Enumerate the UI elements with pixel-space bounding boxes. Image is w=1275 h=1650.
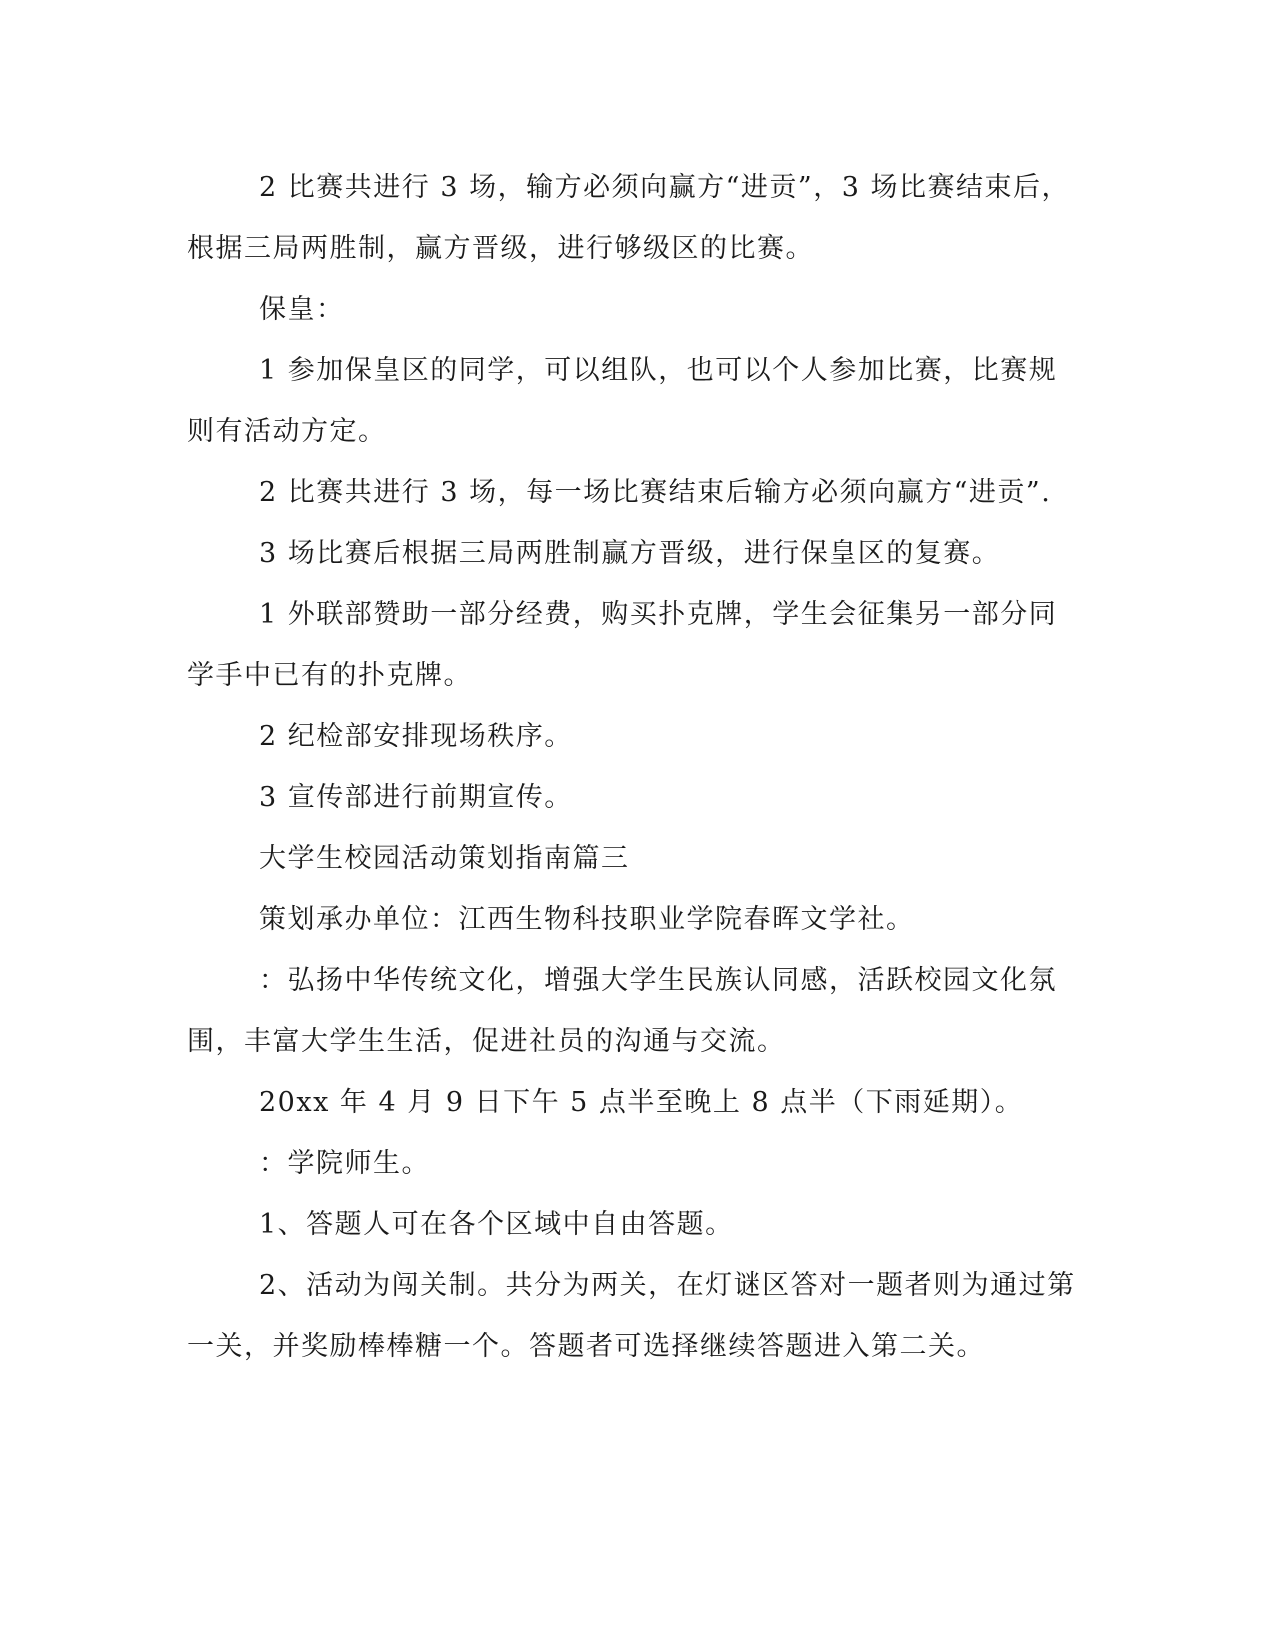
paragraph-rule-2: 2、活动为闯关制。共分为两关，在灯谜区答对一题者则为通过第一关，并奖励棒棒糖一个。答题者可选择继续答题进入第二关。 <box>187 1270 1076 1362</box>
paragraph-baohuang-rule-1: 1 参加保皇区的同学，可以组队，也可以个人参加比赛，比赛规则有活动方定。 <box>187 355 1058 447</box>
paragraph-duty-funding: 1 外联部赞助一部分经费，购买扑克牌，学生会征集另一部分同学手中已有的扑克牌。 <box>187 599 1058 691</box>
paragraph-baohuang-rule-3: 3 场比赛后根据三局两胜制赢方晋级，进行保皇区的复赛。 <box>259 538 1001 569</box>
paragraph-rule-1: 1、答题人可在各个区域中自由答题。 <box>259 1209 734 1240</box>
paragraph-duty-discipline: 2 纪检部安排现场秩序。 <box>259 721 573 752</box>
section-title: 大学生校园活动策划指南篇三 <box>259 843 630 874</box>
paragraph-organizer: 策划承办单位：江西生物科技职业学院春晖文学社。 <box>259 904 915 935</box>
document-body <box>187 157 1077 1377</box>
paragraph-purpose: ：弘扬中华传统文化，增强大学生民族认同感，活跃校园文化氛围，丰富大学生生活，促进社员的沟通与交流。 <box>187 965 1057 1057</box>
paragraph-time: 20xx 年 4 月 9 日下午 5 点半至晚上 8 点半（下雨延期）。 <box>259 1087 1024 1118</box>
paragraph-duty-publicity: 3 宣传部进行前期宣传。 <box>259 782 573 813</box>
paragraph-match-rules: 2 比赛共进行 3 场，输方必须向赢方“进贡”，3 场比赛结束后，根据三局两胜制，赢方晋级，进行够级区的比赛。 <box>187 172 1070 264</box>
paragraph-baohuang-heading: 保皇： <box>259 294 345 325</box>
paragraph-participants: ：学院师生。 <box>259 1148 430 1179</box>
paragraph-baohuang-rule-2: 2 比赛共进行 3 场，每一场比赛结束后输方必须向赢方“进贡”. <box>259 477 1052 508</box>
